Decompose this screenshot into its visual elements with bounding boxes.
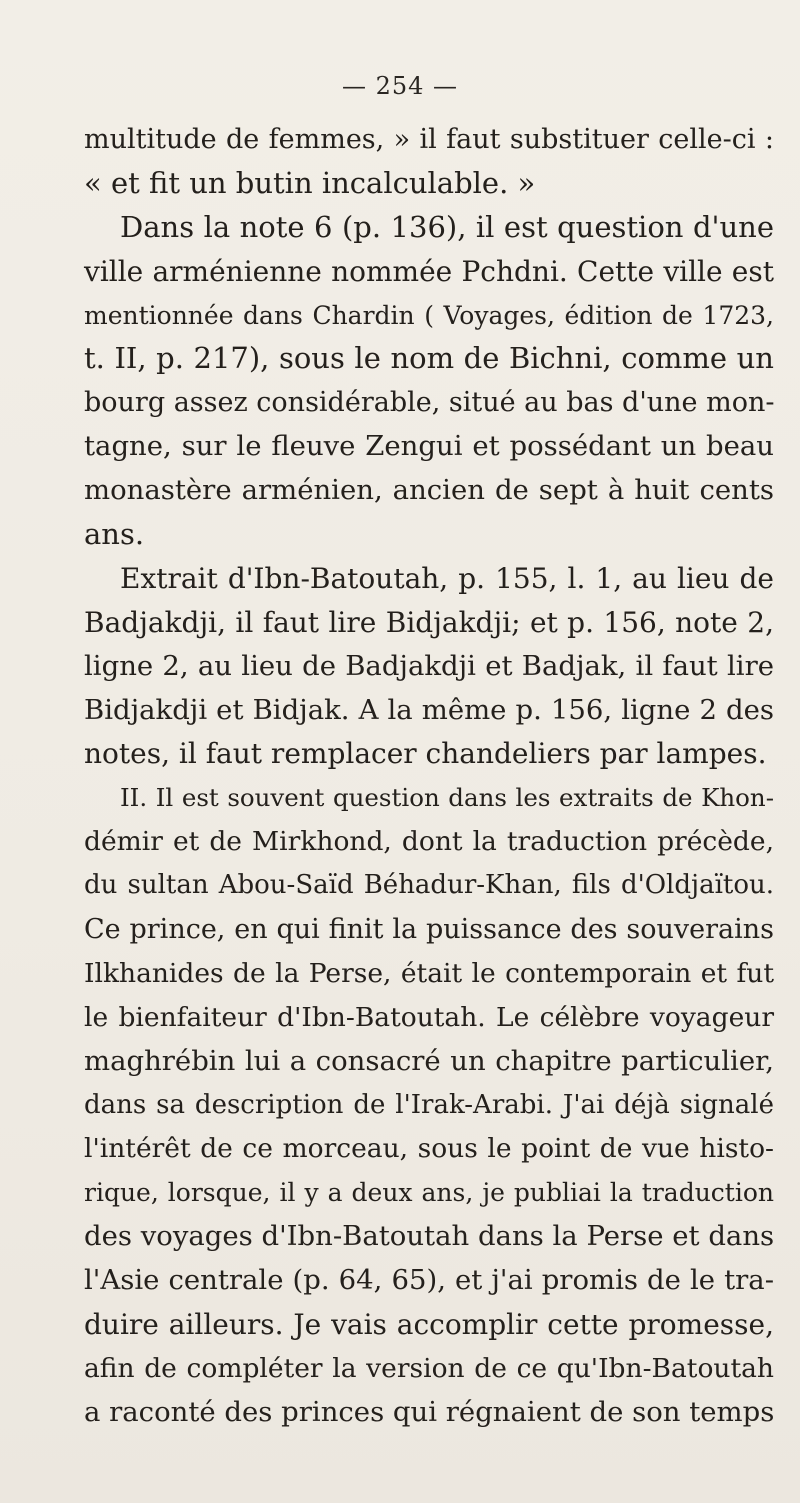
body-text <box>84 118 774 1435</box>
text-line: des voyages d'Ibn-Batoutah dans la Perse et dans <box>84 1220 775 1253</box>
text-line: Badjakdji, il faut lire Bidjakdji; et p. 156, note 2, <box>84 605 774 639</box>
text-line: maghrébin lui a consacré un chapitre particulier, <box>84 1044 774 1077</box>
text-line: l'intérêt de ce morceau, sous le point de vue histo- <box>84 1133 774 1165</box>
text-line: monastère arménien, ancien de sept à huit cents <box>84 474 774 507</box>
text-line: ans. <box>84 517 145 552</box>
text-line: afin de compléter la version de ce qu'Ibn-Batoutah <box>84 1352 774 1384</box>
page-number: — 254 — <box>341 72 459 100</box>
text-line: rique, lorsque, il y a deux ans, je publiai la traduction <box>84 1178 774 1208</box>
text-line: tagne, sur le fleuve Zengui et possédant un beau <box>84 430 774 463</box>
text-line: démir et de Mirkhond, dont la traduction précède, <box>84 826 774 858</box>
text-line: ville arménienne nommée Pchdni. Cette ville est <box>84 254 774 288</box>
text-line: Dans la note 6 (p. 136), il est question d'une <box>120 209 774 244</box>
text-line: du sultan Abou-Saïd Béhadur-Khan, fils d'Oldjaïtou. <box>84 870 774 901</box>
text-line: duire ailleurs. Je vais accomplir cette promesse, <box>84 1308 774 1342</box>
text-line: l'Asie centrale (p. 64, 65), et j'ai promis de le tra- <box>84 1264 774 1297</box>
text-line: t. II, p. 217), sous le nom de Bichni, comme un <box>84 341 774 376</box>
text-line: bourg assez considérable, situé au bas d'une mon- <box>84 387 775 419</box>
text-line: II. Il est souvent question dans les extraits de Khon- <box>120 783 774 813</box>
text-line: dans sa description de l'Irak-Arabi. J'ai déjà signalé <box>84 1089 774 1120</box>
text-line: le bienfaiteur d'Ibn-Batoutah. Le célèbre voyageur <box>84 1001 774 1033</box>
text-line: mentionnée dans Chardin ( Voyages, édition de 1723, <box>84 300 774 330</box>
text-line: Extrait d'Ibn-Batoutah, p. 155, l. 1, au lieu de <box>120 561 774 595</box>
text-line: « et fit un butin incalculable. » <box>84 165 536 200</box>
text-line: Ce prince, en qui finit la puissance des souverains <box>84 914 774 946</box>
text-line: Bidjakdji et Bidjak. A la même p. 156, ligne 2 des <box>84 693 774 726</box>
text-line: notes, il faut remplacer chandeliers par lampes. <box>84 737 767 771</box>
text-line: multitude de femmes, » il faut substituer celle-ci : <box>84 124 774 155</box>
text-line: a raconté des princes qui régnaient de son temps <box>84 1395 775 1428</box>
text-line: ligne 2, au lieu de Badjakdji et Badjak, il faut lire <box>84 649 774 682</box>
text-line: Ilkhanides de la Perse, était le contemporain et fut <box>84 957 774 989</box>
